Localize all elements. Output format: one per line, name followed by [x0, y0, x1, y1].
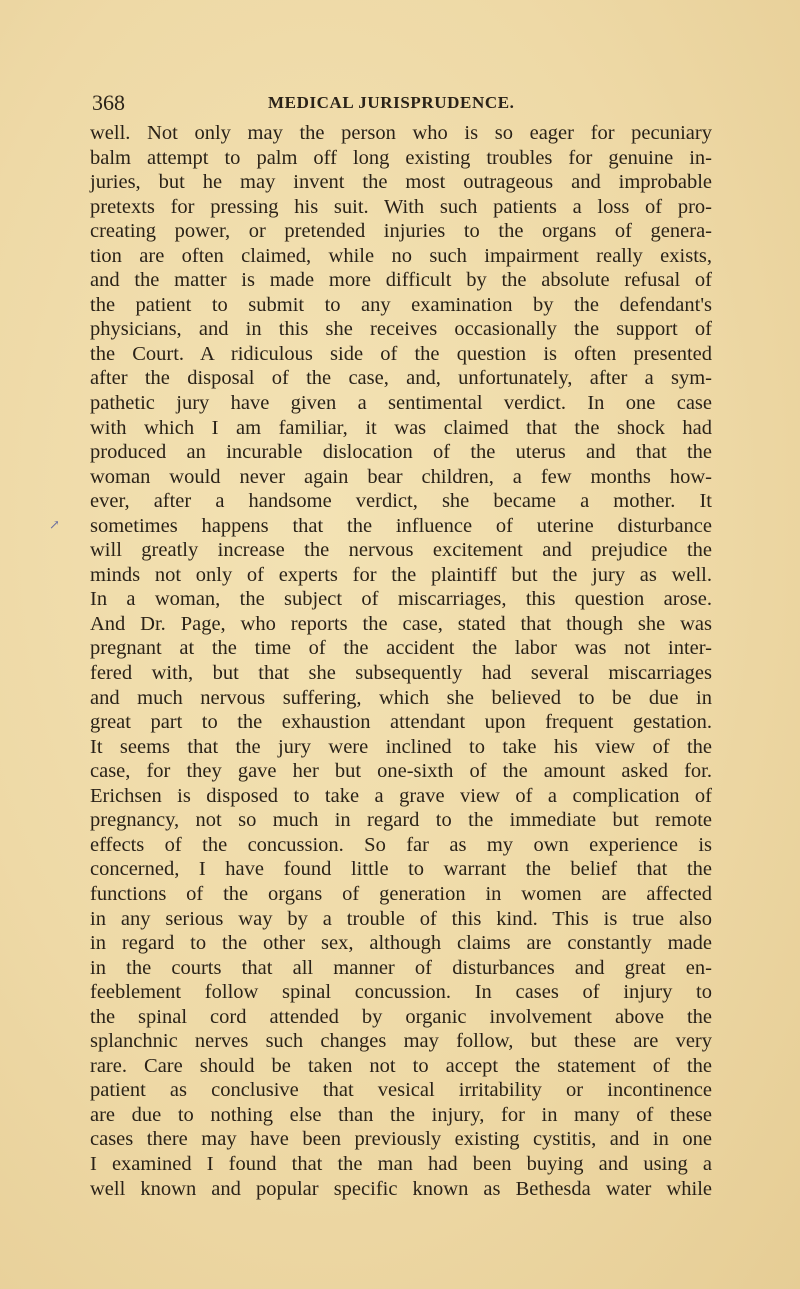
text-line-content: after the disposal of the case, and, unfortunately, after a sym-	[90, 367, 712, 390]
text-line-content: It seems that the jury were inclined to take his view of the	[90, 735, 712, 758]
text-line-content: fered with, but that she subsequently had several miscarriages	[90, 662, 712, 685]
text-line	[90, 538, 712, 563]
text-line-content: creating power, or pretended injuries to the organs of genera-	[90, 220, 712, 243]
text-line	[90, 636, 712, 661]
text-line-content: I examined I found that the man had been buying and using a	[90, 1152, 712, 1175]
text-line	[90, 489, 712, 514]
text-line	[90, 907, 712, 932]
text-line	[90, 195, 712, 220]
text-line	[90, 293, 712, 318]
text-line	[90, 342, 712, 367]
text-line-content: pretexts for pressing his suit. With such patients a loss of pro-	[90, 195, 712, 218]
text-line	[90, 1177, 712, 1202]
text-line-content: the Court. A ridiculous side of the question is often presented	[90, 342, 712, 365]
text-line	[90, 391, 712, 416]
text-line	[90, 587, 712, 612]
text-line	[90, 956, 712, 981]
text-line-content: ever, after a handsome verdict, she became a mother. It	[90, 490, 712, 513]
text-line	[90, 759, 712, 784]
text-line-content: cases there may have been previously existing cystitis, and in one	[90, 1128, 712, 1151]
text-line	[90, 710, 712, 735]
text-line	[90, 219, 712, 244]
margin-mark: ↗	[49, 517, 60, 532]
text-line-content: minds not only of experts for the plaintiff but the jury as well.	[90, 563, 712, 586]
text-line	[90, 833, 712, 858]
text-line	[90, 857, 712, 882]
text-line	[90, 268, 712, 293]
text-line-content: functions of the organs of generation in women are affected	[90, 882, 712, 905]
text-line-content: will greatly increase the nervous excitement and prejudice the	[90, 539, 712, 562]
text-line-content: pregnant at the time of the accident the labor was not inter-	[90, 637, 712, 660]
page-header	[90, 90, 712, 116]
text-line	[90, 1103, 712, 1128]
running-title: MEDICAL JURISPRUDENCE.	[268, 93, 515, 112]
text-line-content: pregnancy, not so much in regard to the immediate but remote	[90, 809, 712, 832]
text-line	[90, 440, 712, 465]
text-line-content: concerned, I have found little to warrant the belief that the	[90, 858, 712, 881]
text-line-content: woman would never again bear children, a few months how-	[90, 465, 712, 488]
text-line	[90, 686, 712, 711]
text-line	[90, 170, 712, 195]
text-line	[90, 980, 712, 1005]
text-line	[90, 735, 712, 760]
text-line-content: balm attempt to palm off long existing troubles for genuine in-	[90, 146, 712, 169]
text-line	[90, 612, 712, 637]
text-line-content: patient as conclusive that vesical irritability or incontinence	[90, 1079, 712, 1102]
text-line	[90, 244, 712, 269]
text-line	[90, 661, 712, 686]
text-line-content: in any serious way by a trouble of this kind. This is true also	[90, 907, 712, 930]
text-line-content: pathetic jury have given a sentimental verdict. In one case	[90, 392, 712, 415]
text-line-content: are due to nothing else than the injury, for in many of these	[90, 1103, 712, 1126]
text-line	[90, 121, 712, 146]
text-line-content: the patient to submit to any examination by the defendant's	[90, 293, 712, 316]
text-line	[90, 146, 712, 171]
text-line-content: in regard to the other sex, although claims are constantly made	[90, 932, 712, 955]
text-line-content: well. Not only may the person who is so eager for pecuniary	[90, 122, 712, 144]
text-line-content: juries, but he may invent the most outrageous and improbable	[90, 171, 712, 194]
text-line	[90, 366, 712, 391]
text-line	[90, 514, 712, 539]
text-line	[90, 317, 712, 342]
text-line	[90, 563, 712, 588]
text-line-content: the spinal cord attended by organic involvement above the	[90, 1005, 712, 1028]
text-line	[90, 1005, 712, 1030]
text-line-content: and the matter is made more difficult by the absolute refusal of	[90, 269, 712, 292]
text-line	[90, 416, 712, 441]
body-text	[90, 121, 712, 1201]
text-line-content: and much nervous suffering, which she believed to be due in	[90, 686, 712, 709]
text-line-content: in the courts that all manner of disturbances and great en-	[90, 956, 712, 979]
text-line-content: well known and popular specific known as Bethesda water while	[90, 1177, 712, 1200]
text-line-content: In a woman, the subject of miscarriages, this question arose.	[90, 588, 712, 611]
text-line-content: And Dr. Page, who reports the case, stated that though she was	[90, 612, 712, 635]
text-line-content: Erichsen is disposed to take a grave view of a complication of	[90, 784, 712, 807]
text-line	[90, 784, 712, 809]
text-line	[90, 1054, 712, 1079]
text-line	[90, 465, 712, 490]
text-line	[90, 808, 712, 833]
text-line-content: splanchnic nerves such changes may follow, but these are very	[90, 1030, 712, 1053]
text-line-content: great part to the exhaustion attendant upon frequent gestation.	[90, 711, 712, 734]
text-line-content: with which I am familiar, it was claimed that the shock had	[90, 416, 712, 439]
page-number: 368	[92, 90, 125, 115]
text-line-content: case, for they gave her but one-sixth of the amount asked for.	[90, 760, 712, 783]
text-line	[90, 1127, 712, 1152]
text-line	[90, 1152, 712, 1177]
text-line-content: feeblement follow spinal concussion. In cases of injury to	[90, 981, 712, 1004]
text-line-content: physicians, and in this she receives occasionally the support of	[90, 318, 712, 341]
text-line-content: sometimes happens that the influence of uterine disturbance	[90, 514, 712, 537]
text-line-content: produced an incurable dislocation of the uterus and that the	[90, 441, 712, 464]
text-line	[90, 931, 712, 956]
text-line-content: effects of the concussion. So far as my own experience is	[90, 833, 712, 856]
text-line	[90, 882, 712, 907]
text-line-content: tion are often claimed, while no such impairment really exists,	[90, 244, 712, 267]
text-line-content: rare. Care should be taken not to accept the statement of the	[90, 1054, 712, 1077]
text-line	[90, 1078, 712, 1103]
text-line	[90, 1029, 712, 1054]
